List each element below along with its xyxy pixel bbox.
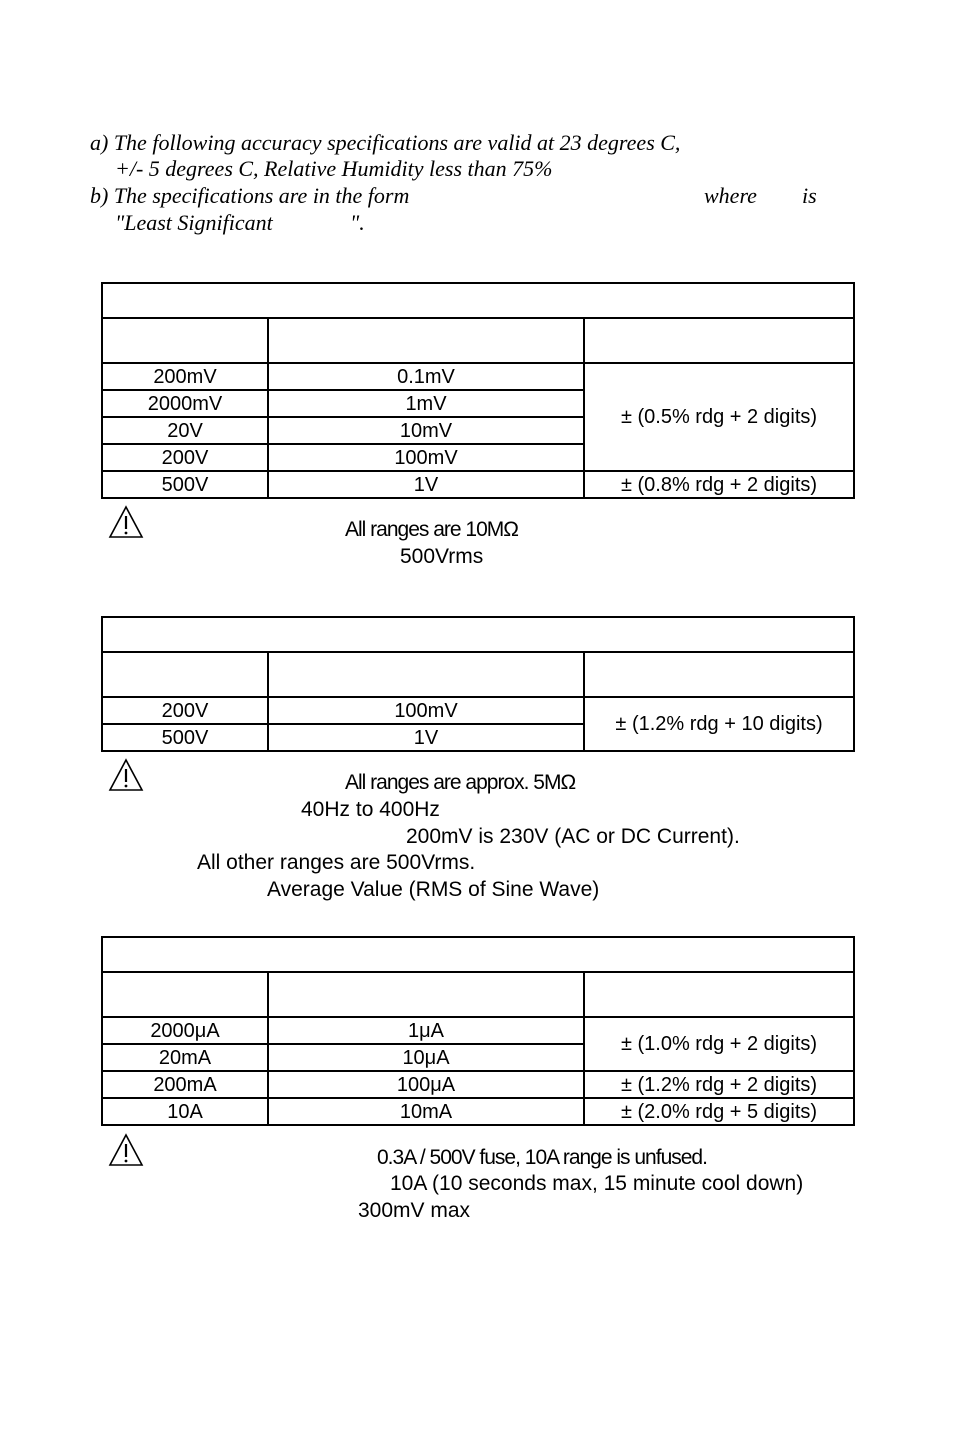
intro-b-line2-end: ".: [350, 210, 365, 235]
dc-current-table: [101, 936, 855, 1126]
table-title-row: [102, 283, 854, 318]
intro-b-line1: b) The specifications are in the form: [90, 183, 410, 208]
table-title-row: [102, 937, 854, 972]
ac-voltage-note-protection-other: All other ranges are 500Vrms.: [197, 851, 476, 874]
header-accuracy: [584, 652, 854, 697]
range-cell: 10A: [102, 1098, 268, 1125]
intro-b-is: is: [802, 183, 817, 208]
table-header-row: [102, 652, 854, 697]
dc-voltage-note-impedance: All ranges are 10MΩ: [345, 518, 518, 541]
header-range: [102, 318, 268, 363]
table-row: [102, 1017, 854, 1044]
resolution-cell: 100mV: [268, 697, 584, 724]
table-title-cell: [102, 937, 854, 972]
warning-icon: [108, 505, 144, 539]
range-cell: 500V: [102, 471, 268, 498]
resolution-cell: 10mV: [268, 417, 584, 444]
intro-a-line1: a) The following accuracy specifications are valid at 23 degrees C,: [90, 130, 681, 155]
resolution-cell: 10mA: [268, 1098, 584, 1125]
table-title-cell: [102, 283, 854, 318]
ac-voltage-note-response: Average Value (RMS of Sine Wave): [267, 878, 600, 901]
range-cell: 2000mV: [102, 390, 268, 417]
dc-current-note-burden: 300mV max: [358, 1199, 471, 1222]
ac-voltage-table: [101, 616, 855, 752]
intro-b-where: where: [704, 183, 757, 208]
accuracy-cell: ± (1.2% rdg + 2 digits): [584, 1071, 854, 1098]
warning-icon: [108, 758, 144, 792]
range-cell: 20mA: [102, 1044, 268, 1071]
table-row: [102, 1098, 854, 1125]
accuracy-cell: ± (0.5% rdg + 2 digits): [584, 363, 854, 471]
dc-voltage-table: [101, 282, 855, 499]
ac-voltage-note-protection-200mv: 200mV is 230V (AC or DC Current).: [406, 825, 740, 848]
header-resolution: [268, 972, 584, 1017]
intro-a-line2: +/- 5 degrees C, Relative Humidity less than 75%: [115, 156, 553, 181]
table-row: [102, 363, 854, 390]
ac-voltage-note-impedance: All ranges are approx. 5MΩ: [345, 771, 576, 794]
dc-current-note-fuse: 0.3A / 500V fuse, 10A range is unfused.: [377, 1146, 707, 1169]
table-row: [102, 1071, 854, 1098]
range-cell: 500V: [102, 724, 268, 751]
ac-voltage-note-frequency: 40Hz to 400Hz: [301, 798, 440, 821]
range-cell: 2000μA: [102, 1017, 268, 1044]
resolution-cell: 0.1mV: [268, 363, 584, 390]
table-title-cell: [102, 617, 854, 652]
resolution-cell: 100μA: [268, 1071, 584, 1098]
table-header-row: [102, 972, 854, 1017]
resolution-cell: 1μA: [268, 1017, 584, 1044]
accuracy-cell: ± (1.0% rdg + 2 digits): [584, 1017, 854, 1071]
resolution-cell: 10μA: [268, 1044, 584, 1071]
header-range: [102, 972, 268, 1017]
range-cell: 20V: [102, 417, 268, 444]
range-cell: 200mA: [102, 1071, 268, 1098]
resolution-cell: 100mV: [268, 444, 584, 471]
header-accuracy: [584, 972, 854, 1017]
table-header-row: [102, 318, 854, 363]
resolution-cell: 1mV: [268, 390, 584, 417]
header-accuracy: [584, 318, 854, 363]
accuracy-cell: ± (1.2% rdg + 10 digits): [584, 697, 854, 751]
range-cell: 200V: [102, 697, 268, 724]
table-row: [102, 471, 854, 498]
dc-voltage-note-protection: 500Vrms: [400, 545, 484, 568]
header-range: [102, 652, 268, 697]
table-row: [102, 697, 854, 724]
range-cell: 200V: [102, 444, 268, 471]
resolution-cell: 1V: [268, 724, 584, 751]
table-title-row: [102, 617, 854, 652]
accuracy-cell: ± (2.0% rdg + 5 digits): [584, 1098, 854, 1125]
warning-icon: [108, 1133, 144, 1167]
range-cell: 200mV: [102, 363, 268, 390]
header-resolution: [268, 652, 584, 697]
header-resolution: [268, 318, 584, 363]
intro-b-line2-start: "Least Significant: [115, 210, 273, 235]
dc-current-note-max-input: 10A (10 seconds max, 15 minute cool down): [390, 1172, 804, 1195]
accuracy-cell: ± (0.8% rdg + 2 digits): [584, 471, 854, 498]
resolution-cell: 1V: [268, 471, 584, 498]
